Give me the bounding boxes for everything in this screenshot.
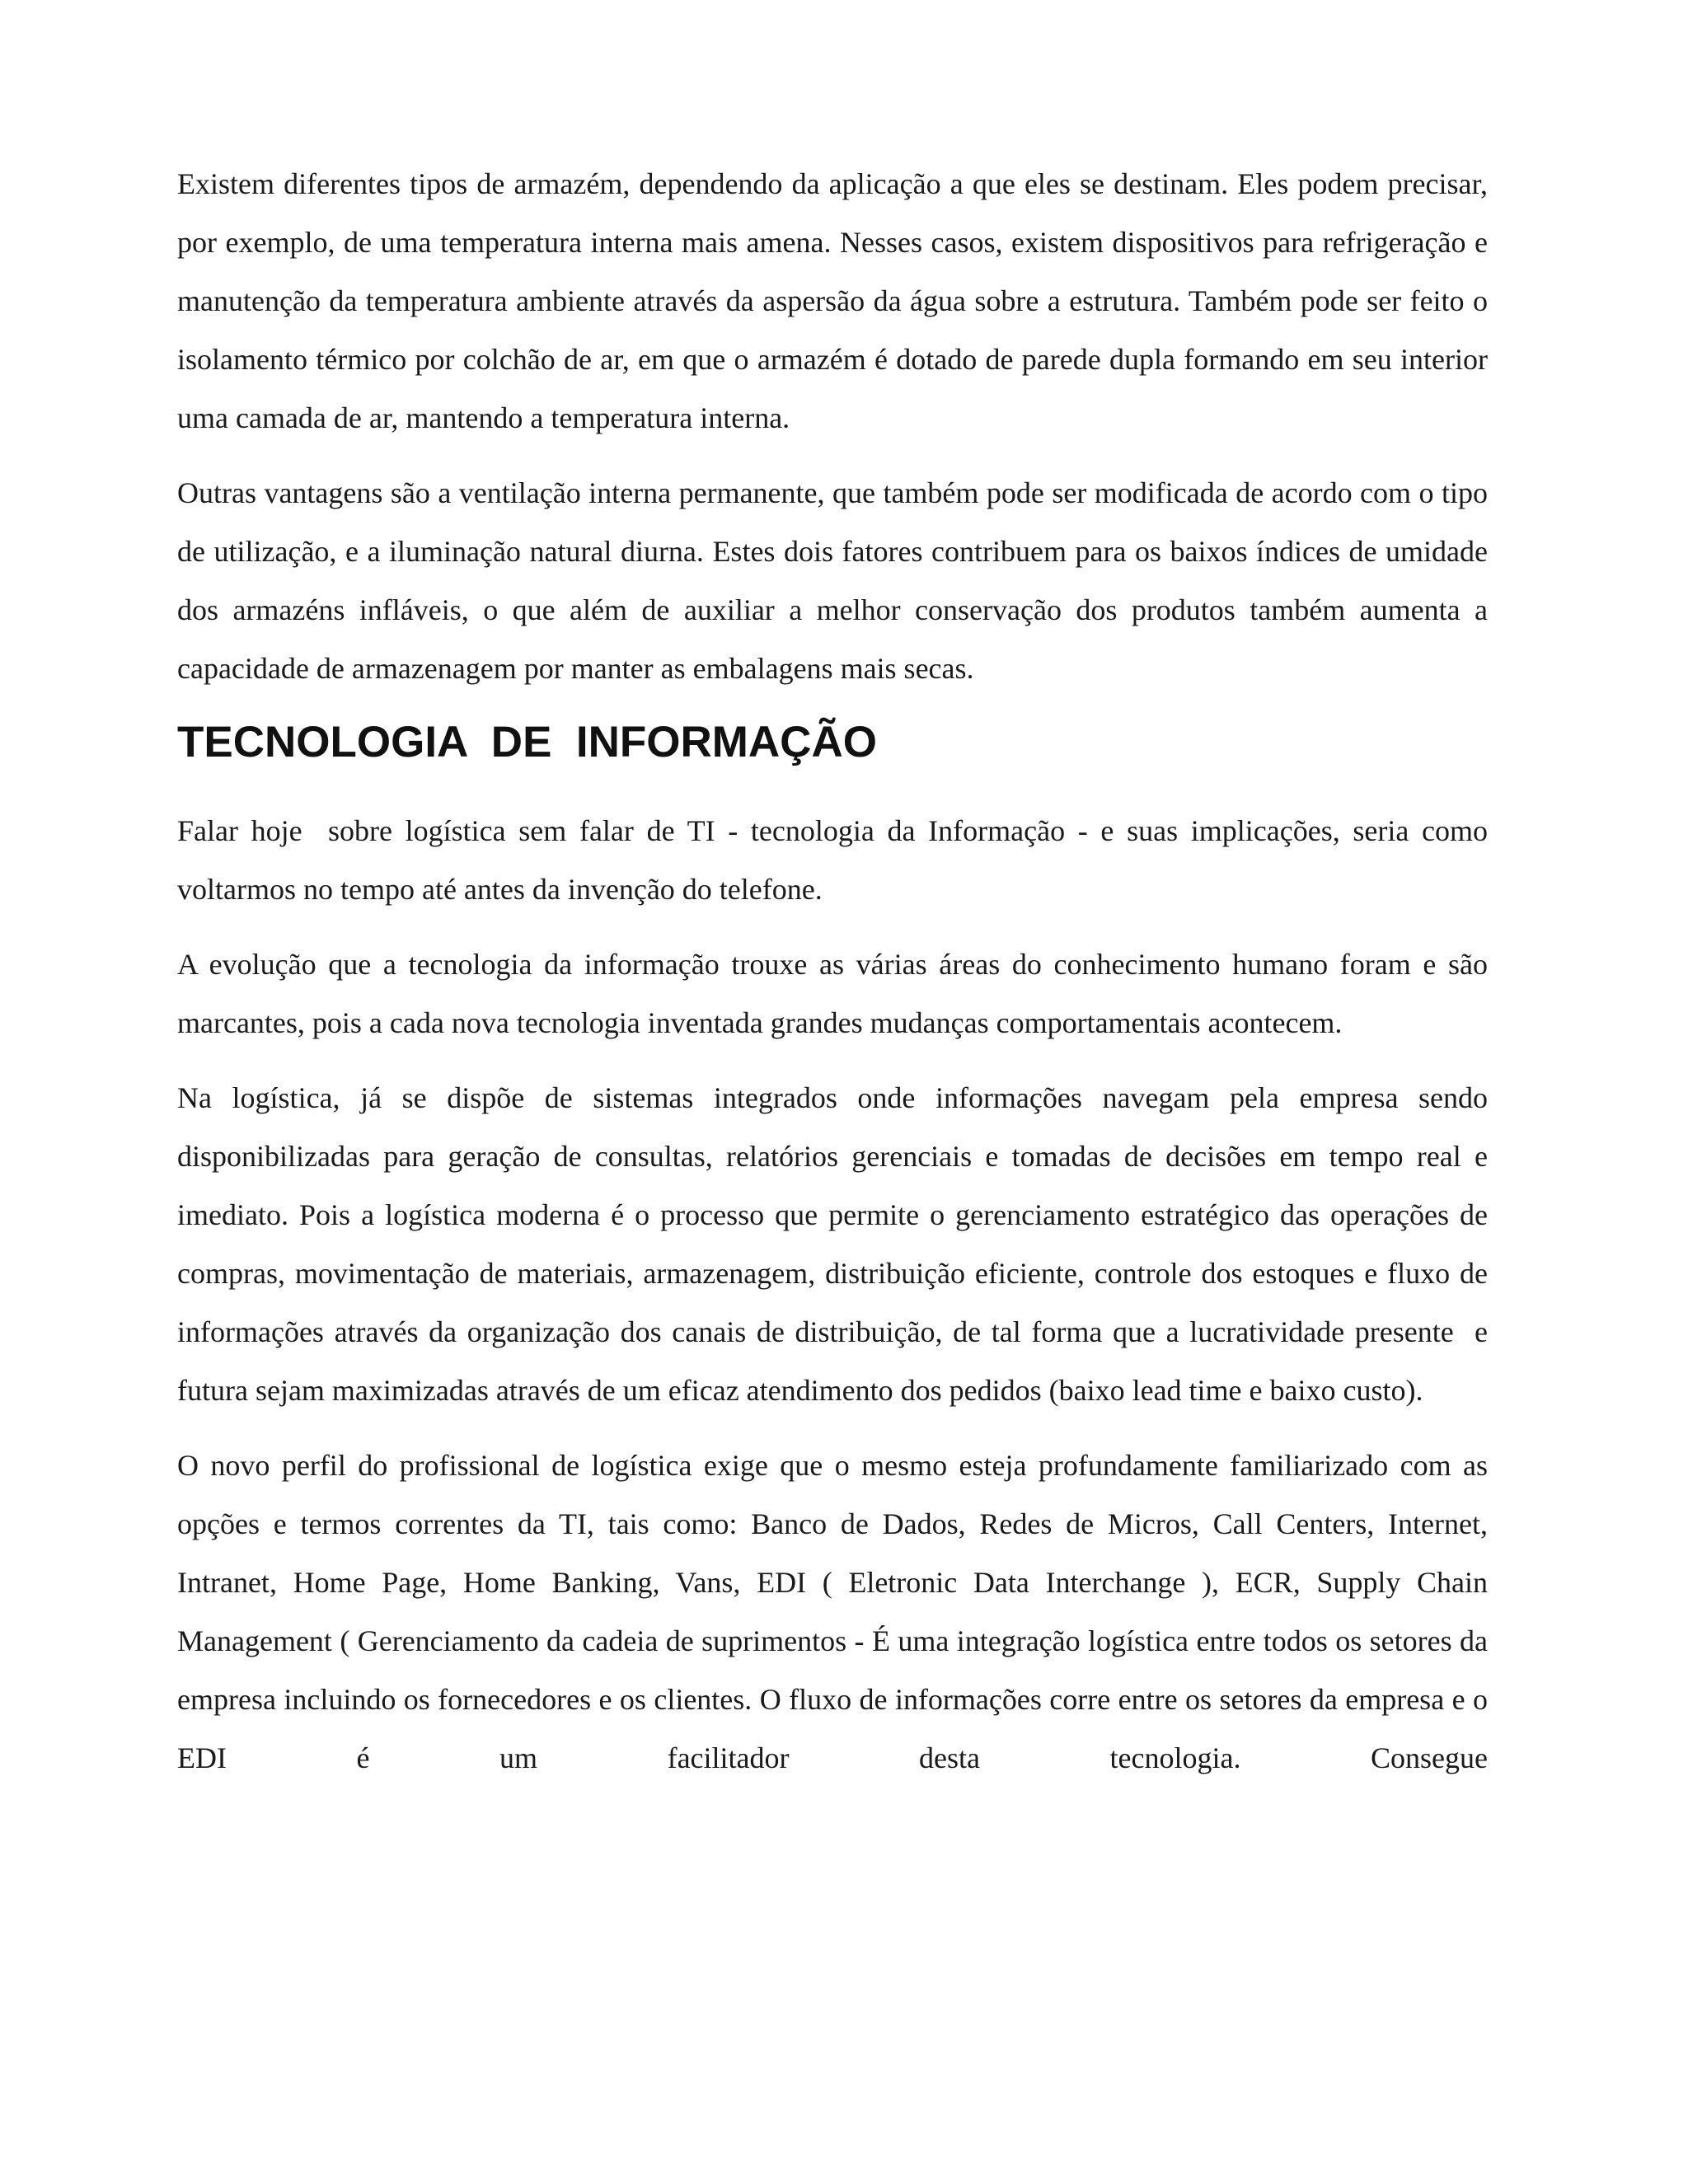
section-heading: TECNOLOGIA DE INFORMAÇÃO bbox=[177, 718, 877, 766]
document-body bbox=[177, 155, 1495, 1788]
paragraph-armazem-tipos: Existem diferentes tipos de armazém, dependendo da aplicação a que eles se destinam. Eles podem precisar, por exemplo, de uma temperatura interna mais amena. Nesses casos, existem dispositivos para refrigeração e manutenção da temperatura ambiente através da aspersão da água sobre a estrutura. Também pode ser feito o isolamento térmico por colchão de ar, em que o armazém é dotado de parede dupla formando em seu interior uma camada de ar, mantendo a temperatura interna. bbox=[177, 167, 1495, 434]
paragraph-evolucao: A evolução que a tecnologia da informação trouxe as várias áreas do conhecimento humano foram e são marcantes, pois a cada nova tecnologia inventada grandes mudanças comportamentais acontecem. bbox=[177, 948, 1495, 1039]
paragraph-falar-hoje: Falar hoje sobre logística sem falar de TI - tecnologia da Informação - e suas implicações, seria como voltarmos no tempo até antes da invenção do telefone. bbox=[177, 814, 1495, 906]
paragraph-novo-perfil: O novo perfil do profissional de logística exige que o mesmo esteja profundamente familiarizado com as opções e termos correntes da TI, tais como: Banco de Dados, Redes de Micros, Call Centers, Internet, Intranet, Home Page, Home Banking, Vans, EDI ( Eletronic Data Interchange ), ECR, Supply Chain Management ( Gerenciamento da cadeia de suprimentos - É uma integração logística entre todos os setores da empresa incluindo os fornecedores e os clientes. O fluxo de informações corre entre os setores da empresa e o EDI é um facilitador desta tecnologia. Consegue bbox=[177, 1449, 1495, 1774]
paragraph-na-logistica: Na logística, já se dispõe de sistemas integrados onde informações navegam pela empresa sendo disponibilizadas para geração de consultas, relatórios gerenciais e tomadas de decisões em tempo real e imediato. Pois a logística moderna é o processo que permite o gerenciamento estratégico das operações de compras, movimentação de materiais, armazenagem, distribuição eficiente, controle dos estoques e fluxo de informações através da organização dos canais de distribuição, de tal forma que a lucratividade presente e futura sejam maximizadas através de um eficaz atendimento dos pedidos (baixo lead time e baixo custo). bbox=[177, 1081, 1495, 1407]
paragraph-vantagens: Outras vantagens são a ventilação interna permanente, que também pode ser modificada de acordo com o tipo de utilização, e a iluminação natural diurna. Estes dois fatores contribuem para os baixos índices de umidade dos armazéns infláveis, o que além de auxiliar a melhor conservação dos produtos também aumenta a capacidade de armazenagem por manter as embalagens mais secas. bbox=[177, 476, 1495, 685]
